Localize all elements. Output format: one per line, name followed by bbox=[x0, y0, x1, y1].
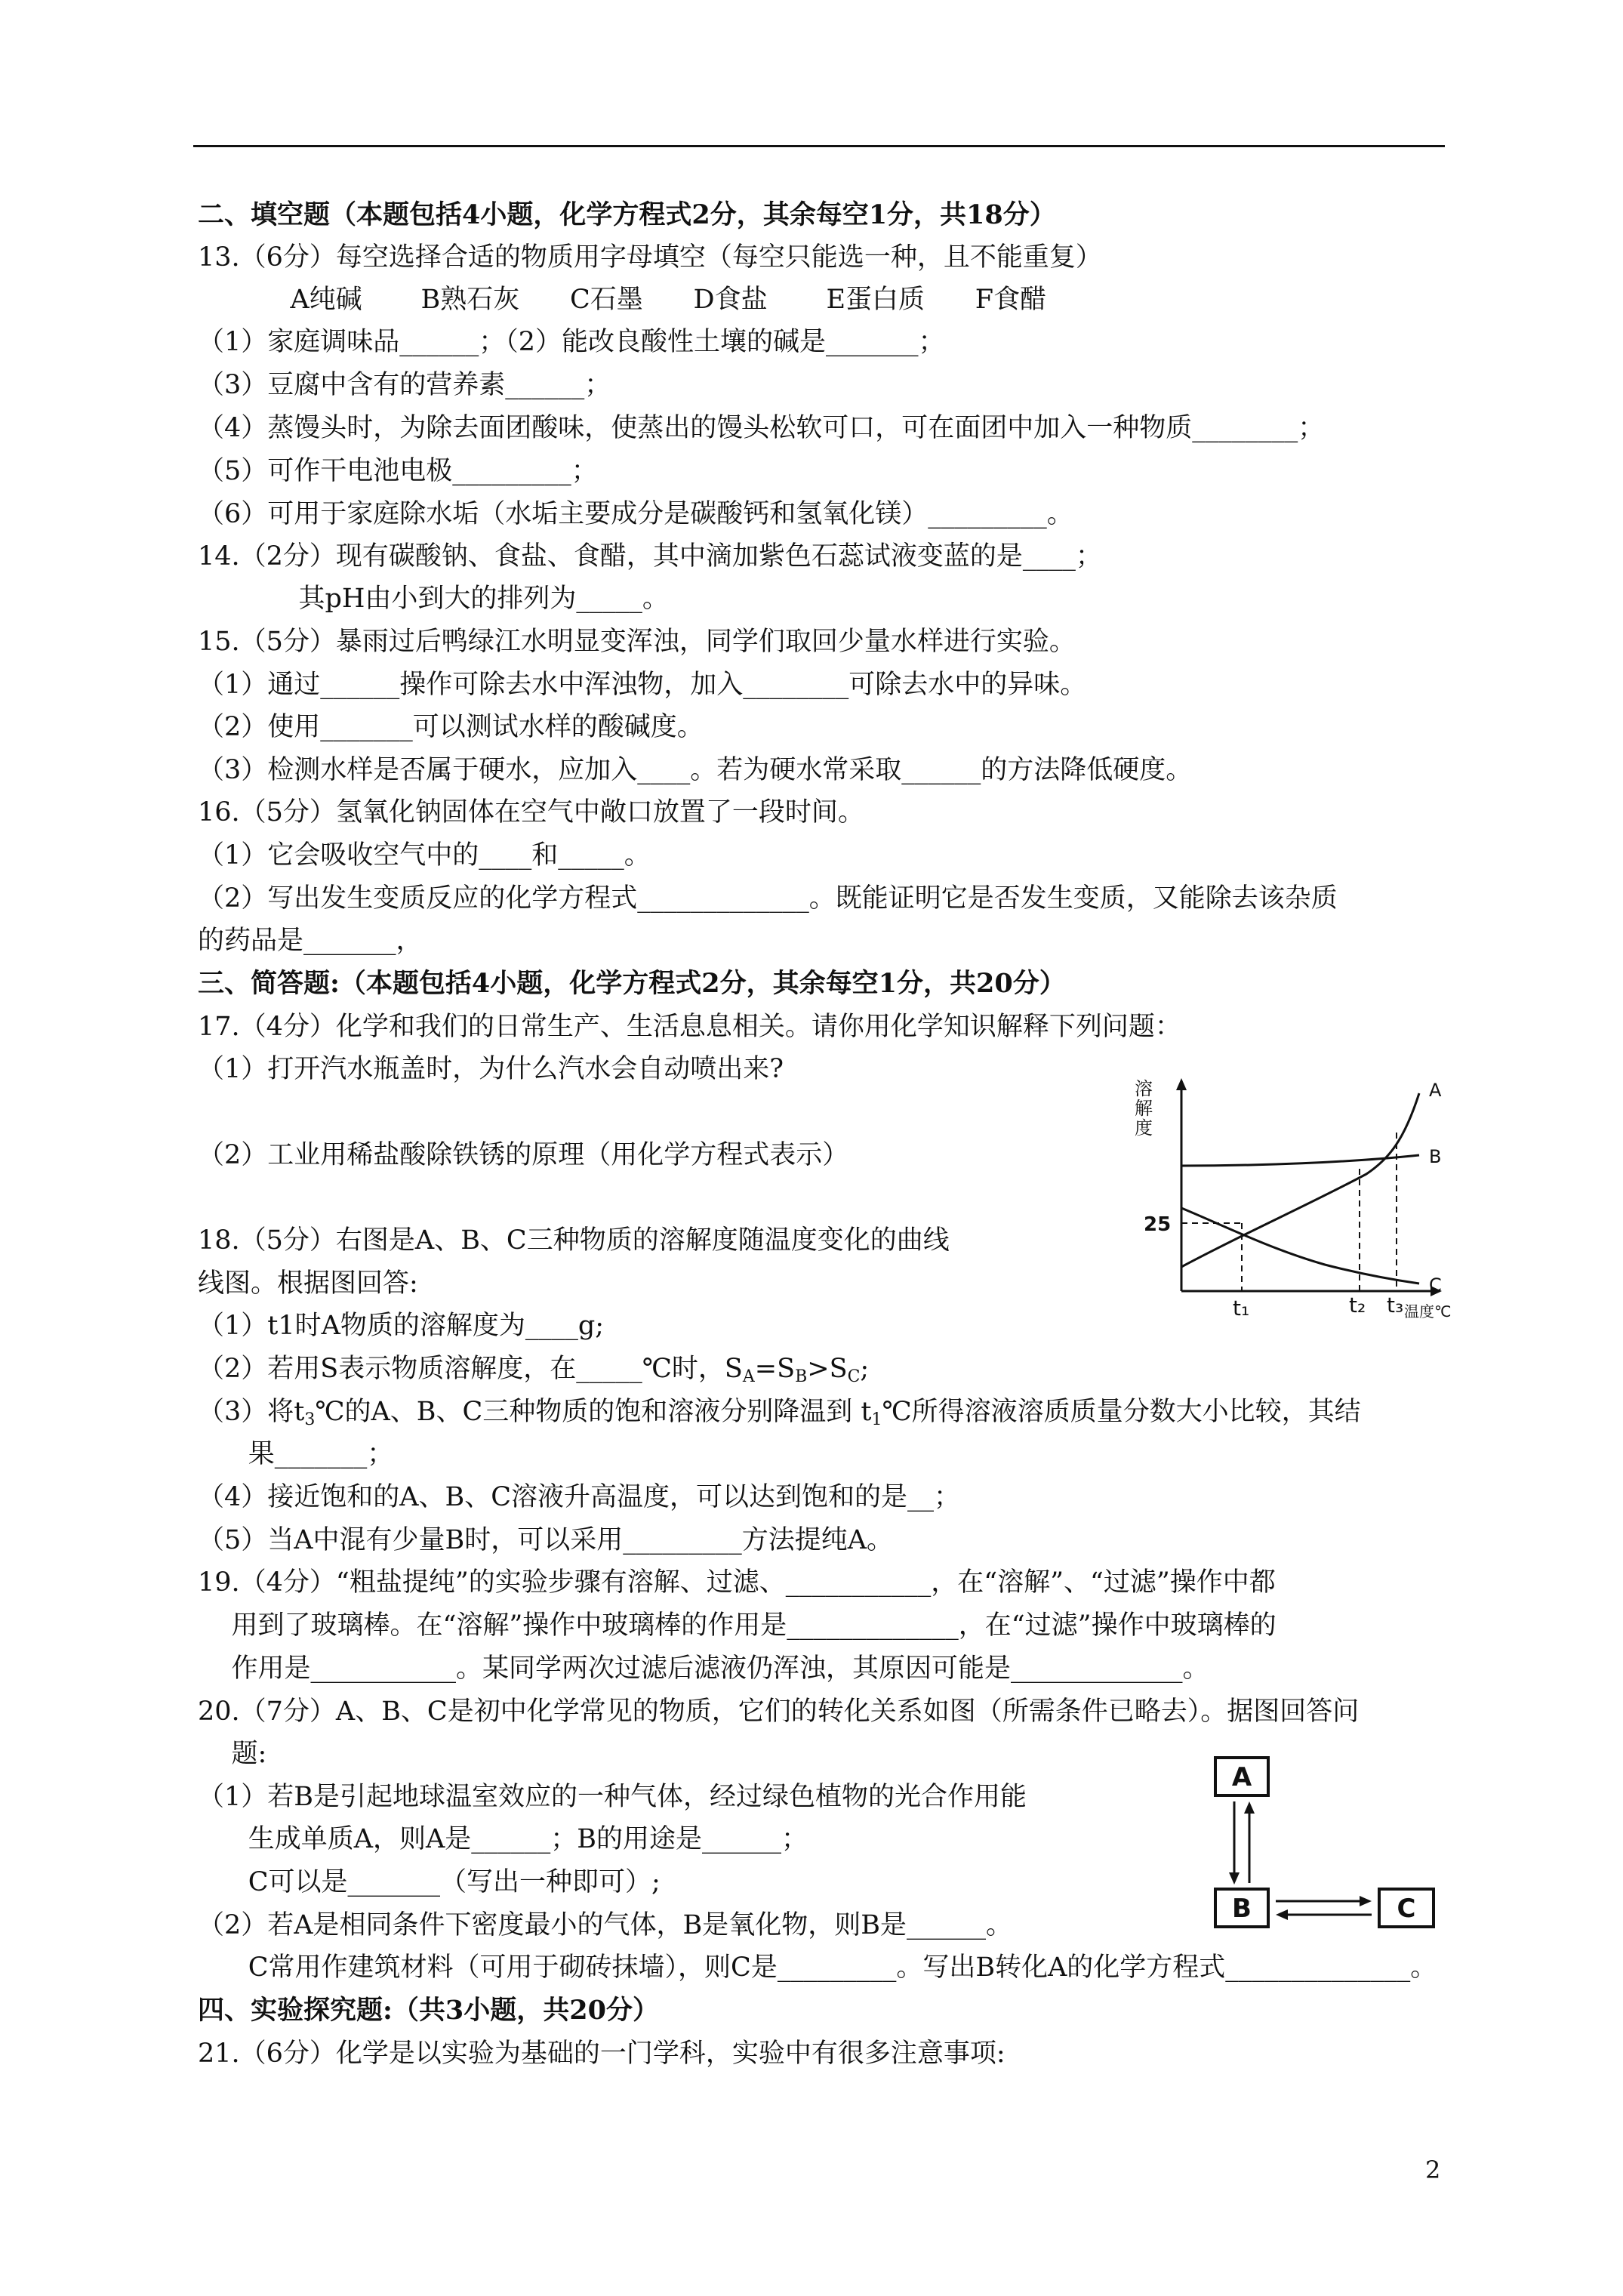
header-rule bbox=[193, 145, 1445, 147]
q18-stem: 18.（5分）右图是A、B、C三种物质的溶解度随温度变化的曲线 bbox=[198, 1225, 950, 1256]
chart-ytick-25: 25 bbox=[1144, 1213, 1172, 1236]
q18-part1: （1）t1时A物质的溶解度为____g; bbox=[198, 1311, 605, 1341]
chart-ylabel-3: 度 bbox=[1135, 1117, 1153, 1139]
q18-stem-cont: 线图。根据图回答: bbox=[198, 1268, 418, 1299]
q15-part3: （3）检测水样是否属于硬水，应加入____。若为硬水常采取______的方法降低硬度。 bbox=[198, 755, 1193, 785]
q16-stem: 16.（5分）氢氧化钠固体在空气中敞口放置了一段时间。 bbox=[198, 797, 864, 827]
chart-xtick-t1: t₁ bbox=[1233, 1296, 1250, 1321]
q13-part6: （6）可用于家庭除水垢（水垢主要成分是碳酸钙和氢氧化镁）_________。 bbox=[198, 499, 1073, 529]
q19-line3: 作用是___________。某同学两次过滤后滤液仍浑浊，其原因可能是_____________。 bbox=[198, 1653, 1209, 1684]
chart-label-b: B bbox=[1429, 1146, 1442, 1167]
q15-part1: （1）通过______操作可除去水中浑浊物，加入________可除去水中的异味。 bbox=[198, 670, 1087, 700]
solubility-chart bbox=[1129, 1072, 1452, 1321]
chart-xtick-t3: t₃ bbox=[1387, 1293, 1404, 1318]
q17-stem: 17.（4分）化学和我们的日常生产、生活息息相关。请你用化学知识解释下列问题： bbox=[198, 1012, 1181, 1042]
node-c-label: C bbox=[1397, 1894, 1416, 1924]
q16-part2: （2）写出发生变质反应的化学方程式_____________。既能证明它是否发生变质，又能除去该杂质 bbox=[198, 883, 1338, 914]
conversion-diagram bbox=[1204, 1752, 1446, 1933]
chart-ylabel-2: 解 bbox=[1135, 1098, 1153, 1119]
chart-label-a: A bbox=[1429, 1080, 1442, 1101]
q20-stem: 20.（7分）A、B、C是初中化学常见的物质，它们的转化关系如图（所需条件已略去）。据图回答问 bbox=[198, 1697, 1360, 1727]
q18-part3: （3）将$t_3℃$的A、B、C三种物质的饱和溶液分别降温到 $t_1℃$所得溶液溶质质量分数大小比较，其结 bbox=[198, 1397, 1361, 1429]
node-b-label: B bbox=[1232, 1894, 1252, 1924]
q18-part5: （5）当A中混有少量B时，可以采用_________方法提纯A。 bbox=[198, 1525, 894, 1555]
q14-stem: 14.（2分）现有碳酸钠、食盐、食醋，其中滴加紫色石蕊试液变蓝的是____； bbox=[198, 541, 1102, 572]
q18-part4: （4）接近饱和的A、B、C溶液升高温度，可以达到饱和的是__； bbox=[198, 1482, 961, 1512]
chart-y-arrow bbox=[1176, 1078, 1187, 1090]
q13-part5: （5）可作干电池电极_________； bbox=[198, 456, 598, 486]
q16-part1: （1）它会吸收空气中的____和_____。 bbox=[198, 840, 651, 871]
q20-part2: （2）若A是相同条件下密度最小的气体，B是氧化物，则B是______。 bbox=[198, 1910, 1012, 1940]
chart-xtick-t2: t₂ bbox=[1349, 1293, 1366, 1318]
q13-part3: （3）豆腐中含有的营养素______； bbox=[198, 370, 611, 400]
section-2-heading: 二、填空题（本题包括4小题，化学方程式2分，其余每空1分，共18分） bbox=[198, 199, 1056, 230]
q20-part1-line3: C可以是_______（写出一种即可）; bbox=[198, 1867, 661, 1897]
q13-part1-2: （1）家庭调味品______；（2）能改良酸性土壤的碱是_______； bbox=[198, 327, 945, 357]
q16-part2-cont: 的药品是_______， bbox=[198, 926, 423, 956]
q13-stem: 13.（6分）每空选择合适的物质用字母填空（每空只能选一种，且不能重复） bbox=[198, 242, 1102, 273]
curve-a bbox=[1181, 1093, 1419, 1267]
page-number: 2 bbox=[1425, 2156, 1441, 2184]
q13-options: A纯碱 B熟石灰 C石墨 D食盐 E蛋白质 F食醋 bbox=[198, 285, 1047, 315]
q15-stem: 15.（5分）暴雨过后鸭绿江水明显变浑浊，同学们取回少量水样进行实验。 bbox=[198, 627, 1076, 657]
q17-part2: （2）工业用稀盐酸除铁锈的原理（用化学方程式表示） bbox=[198, 1140, 849, 1170]
q20-part2-line2: C常用作建筑材料（可用于砌砖抹墙），则C是_________。写出B转化A的化学方程式______________。 bbox=[198, 1952, 1437, 1983]
q19-stem: 19.（4分）“粗盐提纯”的实验步骤有溶解、过滤、___________，在“溶解”、“过滤”操作中都 bbox=[198, 1567, 1276, 1598]
q20-part1: （1）若B是引起地球温室效应的一种气体，经过绿色植物的光合作用能 bbox=[198, 1782, 1027, 1812]
q20-stem-cont: 题: bbox=[198, 1739, 267, 1769]
q18-part2: （2）若用S表示物质溶解度，在_____℃时，$S_A=S_B>S_C$; bbox=[198, 1354, 870, 1386]
q20-part1-line2: 生成单质A，则A是______；B的用途是______； bbox=[198, 1824, 808, 1854]
chart-xlabel: 温度℃ bbox=[1404, 1302, 1452, 1321]
q19-line2: 用到了玻璃棒。在“溶解”操作中玻璃棒的作用是_____________，在“过滤”操作中玻璃棒的 bbox=[198, 1610, 1277, 1641]
node-a-label: A bbox=[1231, 1762, 1252, 1792]
q18-part3-cont: 果_______； bbox=[198, 1439, 394, 1469]
q15-part2: （2）使用_______可以测试水样的酸碱度。 bbox=[198, 712, 704, 742]
section-3-heading: 三、简答题:（本题包括4小题，化学方程式2分，其余每空1分，共20分） bbox=[198, 968, 1066, 999]
q17-part1: （1）打开汽水瓶盖时，为什么汽水会自动喷出来? bbox=[198, 1054, 784, 1084]
q13-part4: （4）蒸馒头时，为除去面团酸味，使蒸出的馒头松软可口，可在面团中加入一种物质________； bbox=[198, 413, 1325, 443]
curve-c bbox=[1181, 1208, 1419, 1284]
section-4-heading: 四、实验探究题:（共3小题，共20分） bbox=[198, 1995, 659, 2026]
chart-ylabel-1: 溶 bbox=[1135, 1078, 1153, 1099]
q14-part2: 其pH由小到大的排列为_____。 bbox=[198, 584, 669, 614]
q21-stem: 21.（6分）化学是以实验为基础的一门学科，实验中有很多注意事项: bbox=[198, 2039, 1006, 2069]
chart-label-c: C bbox=[1429, 1274, 1442, 1296]
